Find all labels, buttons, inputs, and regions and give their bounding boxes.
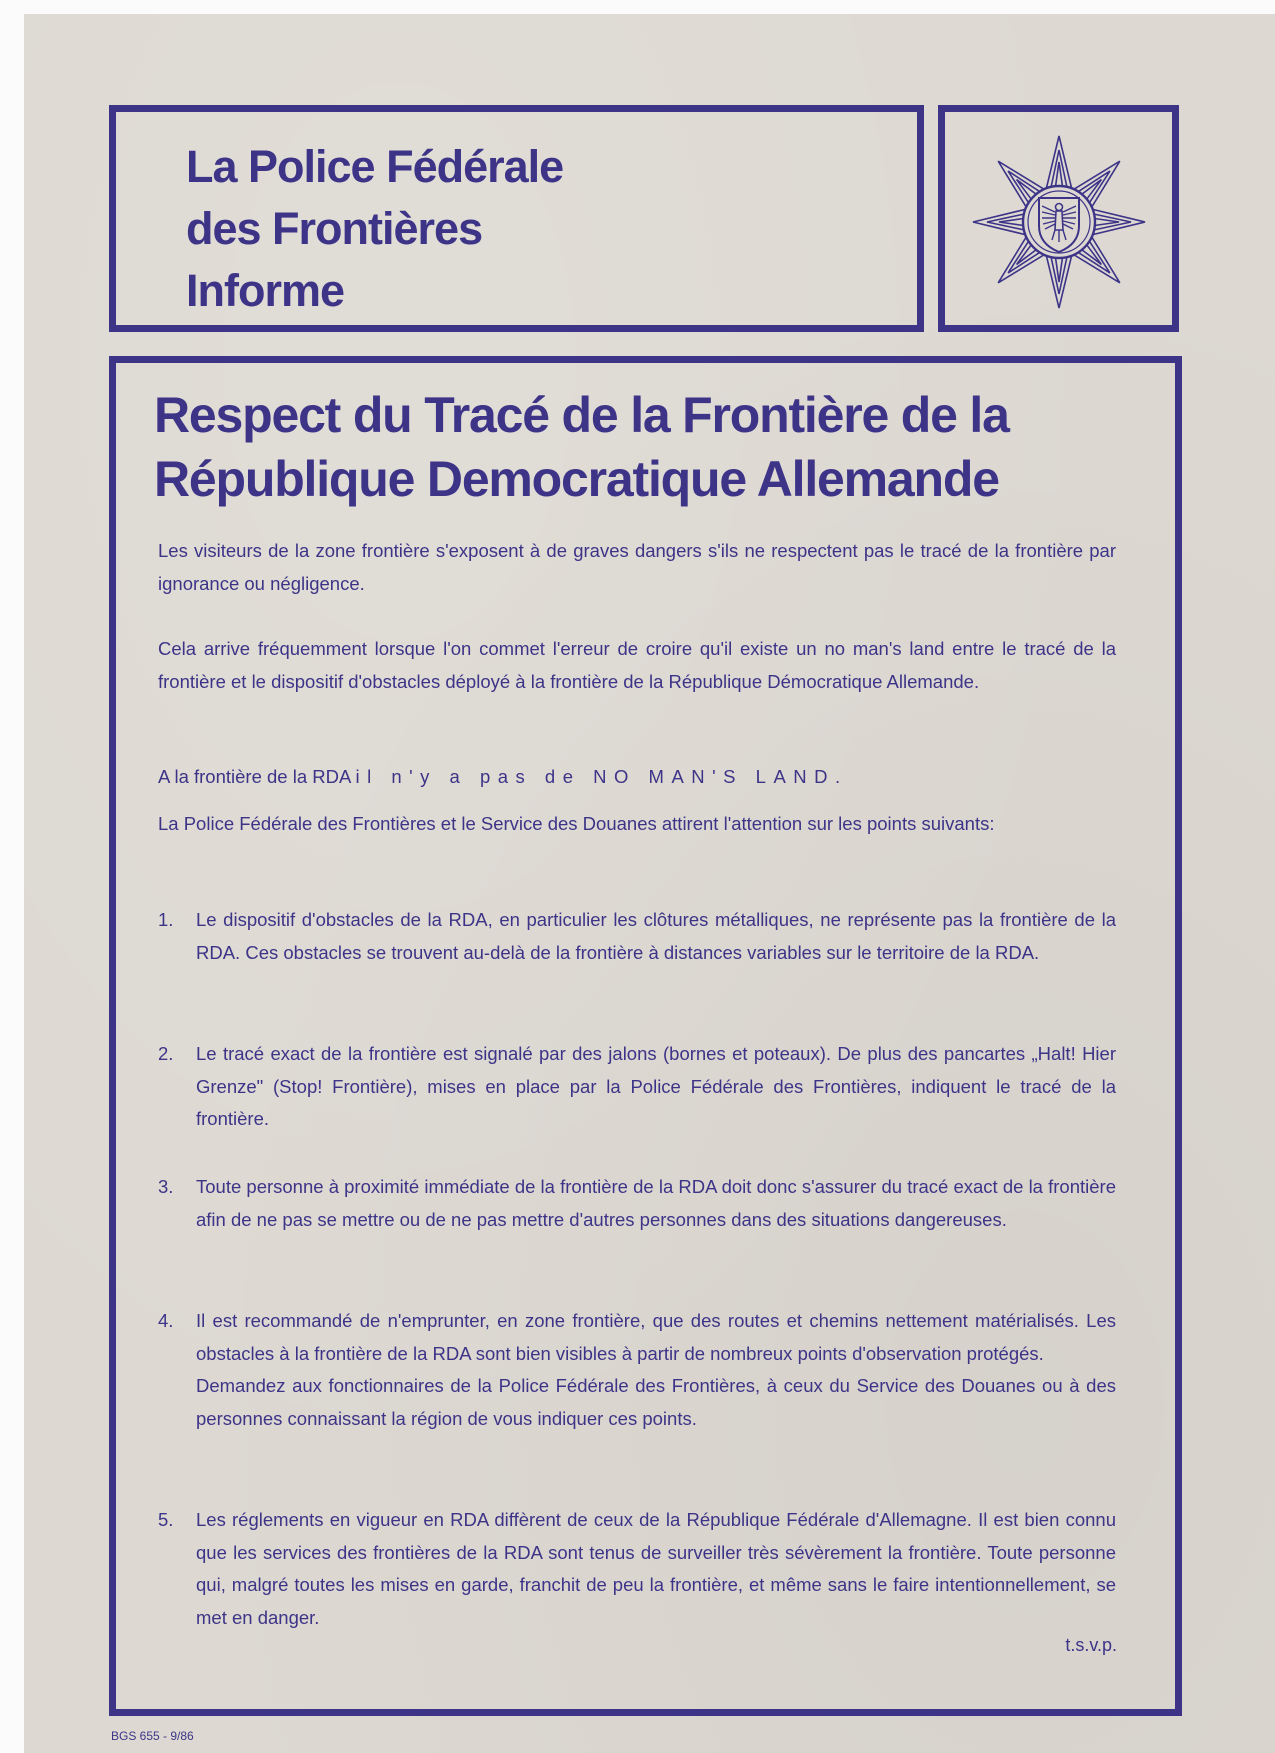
header-box: [109, 105, 924, 332]
header-title-line-1: La Police Fédérale: [186, 141, 564, 192]
continued-note: t.s.v.p.: [1065, 1635, 1117, 1655]
main-title-line-2: République Democratique Allemande: [154, 451, 999, 507]
list-item-4: [158, 1305, 1116, 1435]
header-title-line-2: des Frontières: [186, 203, 483, 254]
list-number: 1.: [158, 909, 174, 930]
list-text-continued: Demandez aux fonctionnaires de la Police Fédérale des Frontières, à ceux du Service des Douanes ou à des personnes connaissant la région de vous indiquer ces points.: [196, 1375, 1116, 1429]
emblem-box: [938, 105, 1179, 332]
list-text: Le tracé exact de la frontière est signalé par des jalons (bornes et poteaux). De plus des pancartes „Halt! Hier Grenze" (Stop! Frontière), mises en place par la Police Fédérale des Frontières, indiquent le tracé de la frontière.: [196, 1043, 1116, 1129]
paragraph-1: Les visiteurs de la zone frontière s'exposent à de graves dangers s'ils ne respectent pas le tracé de la frontière par ignorance ou négligence.: [158, 540, 1116, 594]
list-item-2: [158, 1038, 1116, 1136]
list-text: Il est recommandé de n'emprunter, en zone frontière, que des routes et chemins nettement matérialisés. Les obstacles à la frontière de la RDA sont bien visibles à partir de nombreux points d'observation protégés.: [196, 1310, 1116, 1364]
no-mans-land-lead: A la frontière de la RDA: [158, 766, 351, 787]
intro-paragraph: La Police Fédérale des Frontières et le Service des Douanes attirent l'attention sur les points suivants:: [158, 813, 995, 834]
form-code: BGS 655 - 9/86: [111, 1729, 194, 1743]
main-title-line-1: Respect du Tracé de la Frontière de la: [154, 387, 1009, 443]
main-title: [154, 383, 1164, 511]
main-notice-box: [109, 356, 1182, 1716]
header-title: [186, 136, 563, 322]
list-number: 4.: [158, 1310, 174, 1331]
list-text: Le dispositif d'obstacles de la RDA, en particulier les clôtures métalliques, ne représente pas la frontière de la RDA. Ces obstacles se trouvent au-delà de la frontière à distances variables sur le territoire de la RDA.: [196, 909, 1116, 963]
list-number: 3.: [158, 1176, 174, 1197]
paragraph-2: Cela arrive fréquemment lorsque l'on commet l'erreur de croire qu'il existe un no man's land entre le tracé de la frontière et le dispositif d'obstacles déployé à la frontière de la République Démocratique Allemande.: [158, 638, 1116, 692]
federal-police-emblem-icon: [969, 132, 1149, 312]
header-title-line-3: Informe: [186, 265, 345, 316]
list-number: 5.: [158, 1509, 174, 1530]
list-text: Toute personne à proximité immédiate de la frontière de la RDA doit donc s'assurer du tracé exact de la frontière afin de ne pas se mettre ou de ne pas mettre d'autres personnes dans des situations dangereuses.: [196, 1176, 1116, 1230]
list-item-3: [158, 1171, 1116, 1236]
no-mans-land-statement: [158, 761, 1116, 794]
list-number: 2.: [158, 1043, 174, 1064]
no-mans-land-spaced: il n'y a pas de NO MAN'S LAND.: [355, 766, 848, 787]
list-text: Les réglements en vigueur en RDA diffèrent de ceux de la République Fédérale d'Allemagne. Il est bien connu que les services des frontières de la RDA sont tenus de surveiller très sévèrement la frontière. Toute personne qui, malgré toutes les mises en garde, franchit de peu la frontière, et même sans le faire intentionnellement, se met en danger.: [196, 1509, 1116, 1628]
list-item-1: [158, 904, 1116, 969]
list-item-5: [158, 1504, 1116, 1634]
